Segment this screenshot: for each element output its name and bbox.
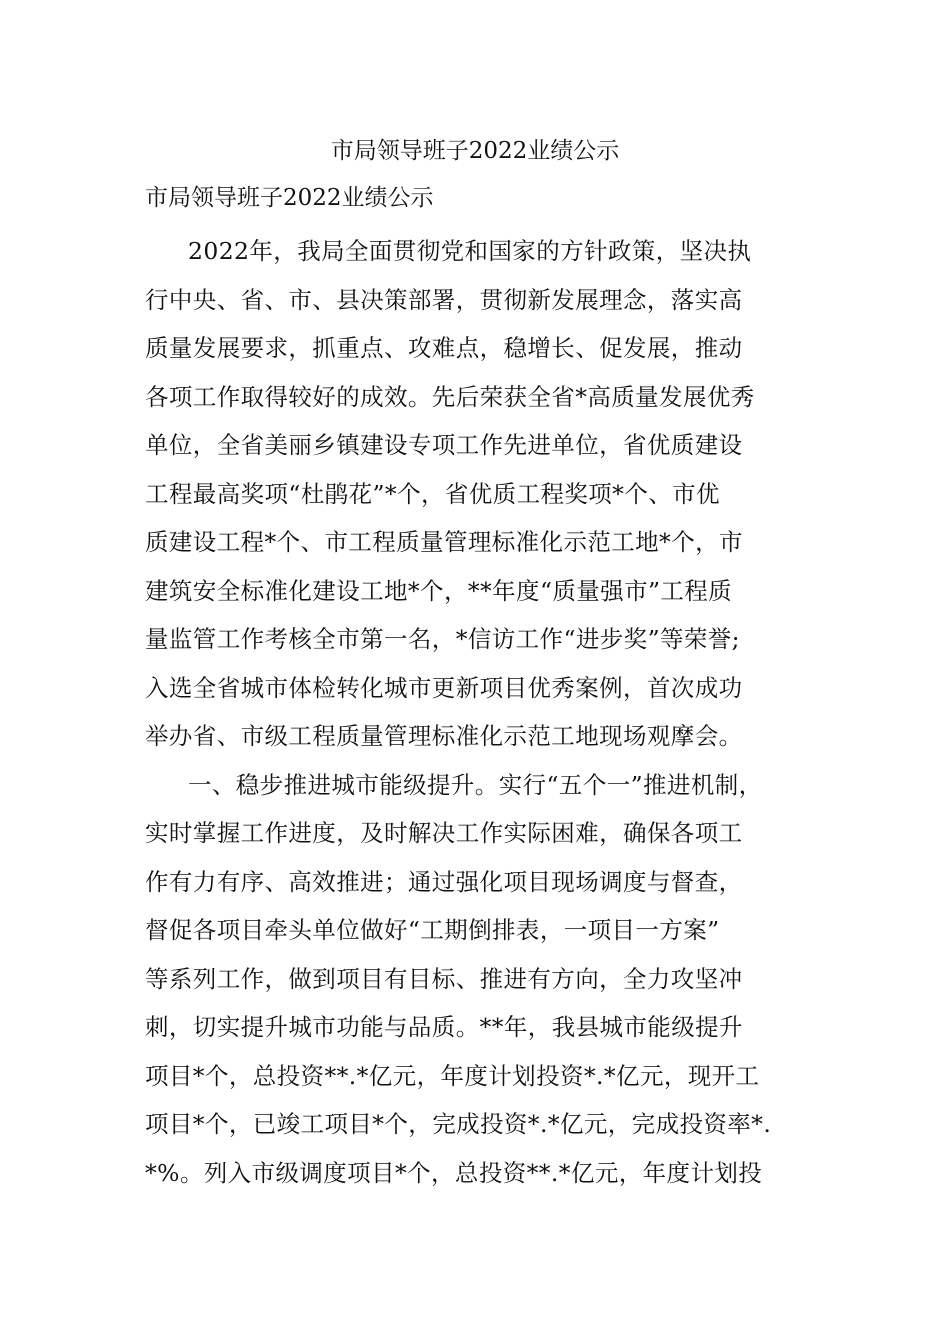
paragraph-line: 举办省、市级工程质量管理标准化示范工地现场观摩会。 xyxy=(145,722,743,750)
document-subtitle: 市局领导班子2022业绩公示 xyxy=(145,185,434,211)
paragraph-line: 建筑安全标准化建设工地*个，**年度“质量强市”工程质 xyxy=(145,576,733,605)
paragraph-line: 实时掌握工作进度，及时解决工作实际困难，确保各项工 xyxy=(145,819,743,847)
paragraph-line: 刺，切实提升城市功能与品质。**年，我县城市能级提升 xyxy=(145,1013,743,1041)
paragraph-line: 项目*个，总投资**.*亿元，年度计划投资*.*亿元，现开工 xyxy=(145,1061,760,1090)
paragraph-line: 工程最高奖项“杜鹃花”*个，省优质工程奖项*个、市优 xyxy=(145,479,720,508)
paragraph-line: 各项工作取得较好的成效。先后荣获全省*高质量发展优秀 xyxy=(145,382,755,411)
paragraph-line: 入选全省城市体检转化城市更新项目优秀案例，首次成功 xyxy=(145,673,743,702)
document-body xyxy=(145,231,815,1201)
paragraph-line: 量监管工作考核全市第一名，*信访工作“进步奖”等荣誉; xyxy=(145,625,740,653)
paragraph-line: 项目*个，已竣工项目*个，完成投资*.*亿元，完成投资率*. xyxy=(145,1110,772,1138)
paragraph-line: 行中央、省、市、县决策部署，贯彻新发展理念，落实高 xyxy=(145,285,743,314)
paragraph-line: 质建设工程*个、市工程质量管理标准化示范工地*个，市 xyxy=(145,528,743,556)
paragraph-line: 单位，全省美丽乡镇建设专项工作先进单位，省优质建设 xyxy=(145,431,743,459)
document-title: 市局领导班子2022业绩公示 xyxy=(330,138,620,164)
paragraph-line: *%。列入市级调度项目*个，总投资**.*亿元，年度计划投 xyxy=(145,1158,763,1187)
paragraph-line: 作有力有序、高效推进；通过强化项目现场调度与督查， xyxy=(145,867,743,896)
paragraph-line: 等系列工作，做到项目有目标、推进有方向，全力攻坚冲 xyxy=(145,964,743,993)
paragraph-line: 督促各项目牵头单位做好“工期倒排表，一项目一方案” xyxy=(145,916,720,944)
paragraph-first-line: 2022年，我局全面贯彻党和国家的方针政策，坚决执 xyxy=(188,237,752,265)
paragraph-first-line: 一、稳步推进城市能级提升。实行“五个一”推进机制， xyxy=(188,770,763,799)
paragraph-line: 质量发展要求，抓重点、攻难点，稳增长、促发展，推动 xyxy=(145,334,743,362)
